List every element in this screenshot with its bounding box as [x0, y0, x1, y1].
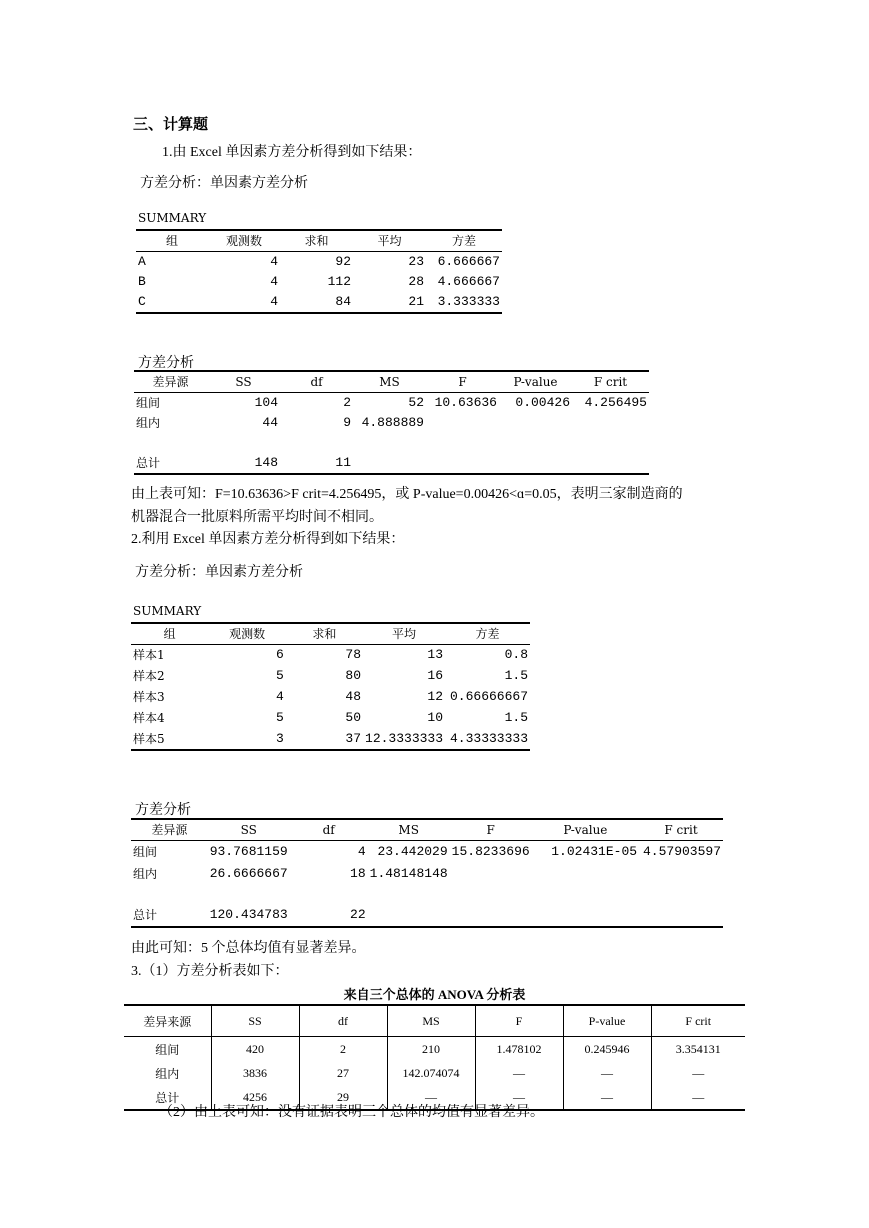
q1-anova-header: F crit: [572, 371, 649, 393]
table-cell: 23: [408, 254, 424, 269]
table-row: [136, 292, 502, 313]
table-cell: [532, 863, 639, 885]
table-cell: B: [138, 274, 146, 289]
q3-header: MS: [387, 1005, 475, 1037]
table-cell: 1.02431E-05: [551, 843, 638, 859]
table-cell: 4256: [211, 1085, 299, 1110]
table-cell: 48: [345, 689, 362, 704]
table-cell: 6: [275, 647, 284, 663]
table-cell: 18: [350, 865, 366, 881]
q2-summary-header: 方差: [445, 623, 530, 645]
q1-summary-header: 求和: [280, 230, 353, 252]
table-cell: [450, 863, 532, 885]
table-row: [124, 1061, 745, 1085]
q1-conclusion-line2: 机器混合一批原料所需平均时间不相同。: [131, 510, 383, 525]
table-cell: 总计: [134, 453, 207, 474]
table-cell: 2: [343, 395, 351, 410]
table-row: [131, 905, 723, 927]
table-cell: 44: [262, 415, 278, 430]
table-cell: [426, 413, 499, 433]
table-cell: 1.5: [504, 710, 528, 725]
table-cell: 10.63636: [434, 395, 497, 410]
table-cell: 2: [299, 1037, 387, 1062]
q2-summary-table: [131, 622, 530, 751]
table-cell: 总计: [155, 1090, 180, 1105]
table-cell: 3.354131: [651, 1037, 745, 1062]
q1-anova-header: df: [280, 371, 353, 393]
table-row: [131, 708, 530, 729]
table-cell: —: [563, 1085, 651, 1110]
table-cell: 420: [211, 1037, 299, 1062]
q3-header: P-value: [563, 1005, 651, 1037]
table-row: [131, 645, 530, 666]
table-cell: 3836: [211, 1061, 299, 1085]
table-cell: 样本4: [133, 711, 165, 725]
q2-summary-header: 观测数: [208, 623, 285, 645]
table-cell: 12: [427, 689, 444, 704]
q1-anova-header: P-value: [499, 371, 572, 393]
table-cell: 142.074074: [387, 1061, 475, 1085]
table-cell: 120.434783: [208, 905, 290, 927]
q2-intro: 2.利用 Excel 单因素方差分析得到如下结果：: [131, 532, 405, 547]
table-row: [131, 729, 530, 750]
table-cell: 0.00426: [515, 395, 570, 410]
table-cell: C: [136, 292, 208, 313]
table-cell: 93.7681159: [209, 843, 288, 859]
table-cell: —: [475, 1061, 563, 1085]
table-cell: 112: [327, 274, 351, 289]
q2-anova-header: MS: [368, 819, 450, 841]
q3-header: SS: [211, 1005, 299, 1037]
table-cell: 组间: [155, 1042, 180, 1057]
table-cell: 样本1: [133, 648, 165, 663]
table-cell: 样本3: [133, 690, 165, 704]
q2-conclusion: 由此可知：5 个总体均值有显著差异。: [131, 941, 366, 956]
table-cell: 1.478102: [475, 1037, 563, 1062]
table-cell: —: [651, 1061, 745, 1085]
table-cell: 4.888889: [361, 415, 424, 430]
table-cell: —: [475, 1085, 563, 1110]
q1-anova-label: 方差分析: [138, 355, 194, 371]
table-cell: 16: [427, 668, 444, 683]
table-cell: 21: [353, 292, 426, 313]
table-cell: 0.66666667: [449, 689, 528, 704]
table-cell: 92: [335, 254, 351, 269]
q1-summary-label: SUMMARY: [138, 211, 207, 225]
table-cell: 37: [286, 729, 363, 750]
table-cell: 4.57903597: [642, 843, 721, 859]
table-cell: [499, 413, 572, 433]
table-row: [134, 413, 649, 433]
table-cell: 4: [270, 274, 278, 289]
q2-anova-header: df: [290, 819, 368, 841]
q1-conclusion-line1: 由上表可知：F=10.63636>F crit=4.256495，或 P-value=0.00426<ɑ=0.05，表明三家制造商的: [131, 487, 683, 502]
table-row: [124, 1037, 745, 1062]
table-cell: 28: [408, 274, 424, 289]
q2-analysis-title: 方差分析：单因素方差分析: [135, 564, 303, 580]
q2-summary-header: 平均: [363, 623, 445, 645]
table-row: [134, 393, 649, 414]
q3-header: F: [475, 1005, 563, 1037]
table-cell: 组内: [136, 416, 161, 430]
q1-intro: 1.由 Excel 单因素方差分析得到如下结果：: [162, 145, 422, 160]
table-cell: —: [651, 1085, 745, 1110]
q1-analysis-title: 方差分析：单因素方差分析: [140, 175, 308, 191]
q1-anova-header: MS: [353, 371, 426, 393]
q3-header: 差异来源: [124, 1005, 211, 1037]
q3-anova-table: [124, 1004, 745, 1111]
q2-summary-header: 组: [131, 623, 208, 645]
table-cell: —: [563, 1061, 651, 1085]
table-cell: 6.666667: [437, 254, 500, 269]
table-cell: 104: [254, 395, 278, 410]
table-row: [136, 252, 502, 273]
table-cell: 组内: [155, 1066, 180, 1081]
q1-anova-header: SS: [207, 371, 280, 393]
table-cell: 9: [343, 415, 351, 430]
table-cell: 3.333333: [426, 292, 502, 313]
table-cell: [639, 863, 723, 885]
table-cell: 52: [408, 395, 424, 410]
q2-anova-header: F: [450, 819, 532, 841]
q3-conclusion: （2）由上表可知：没有证据表明三个总体的均值有显著差异。: [159, 1105, 544, 1120]
table-cell: 78: [345, 647, 362, 663]
table-cell: 12.3333333: [363, 729, 445, 750]
q2-anova-header: 差异源: [131, 819, 208, 841]
q2-anova-header: F crit: [639, 819, 723, 841]
table-cell: 80: [345, 668, 362, 683]
table-cell: 4: [208, 292, 280, 313]
q1-summary-table: [136, 229, 502, 314]
table-cell: 3: [208, 729, 285, 750]
table-cell: 4.666667: [437, 274, 500, 289]
table-cell: 4: [357, 843, 366, 859]
table-row: [134, 453, 649, 474]
table-cell: 总计: [131, 905, 208, 927]
q3-header: F crit: [651, 1005, 745, 1037]
table-cell: A: [138, 254, 146, 269]
table-cell: 4: [270, 254, 278, 269]
q2-summary-label: SUMMARY: [133, 604, 202, 618]
table-cell: 210: [387, 1037, 475, 1062]
table-cell: 11: [280, 453, 353, 474]
table-cell: 0.245946: [563, 1037, 651, 1062]
table-cell: 10: [427, 710, 444, 725]
table-cell: 组内: [133, 866, 158, 881]
q2-anova-header: P-value: [532, 819, 639, 841]
table-cell: 4: [275, 689, 284, 704]
table-cell: 13: [427, 647, 444, 663]
q2-anova-label: 方差分析: [135, 802, 191, 818]
table-cell: 50: [345, 710, 362, 725]
q1-anova-table: [134, 370, 649, 475]
table-cell: 4.33333333: [445, 729, 530, 750]
table-row: [131, 863, 723, 885]
q3-table-title: 来自三个总体的 ANOVA 分析表: [343, 987, 526, 1002]
table-cell: 样本5: [131, 729, 208, 750]
q1-summary-header: 组: [136, 230, 208, 252]
table-cell: 0.8: [504, 647, 528, 663]
q3-intro: 3.（1）方差分析表如下：: [131, 964, 289, 979]
table-cell: 1.5: [504, 668, 528, 683]
table-cell: 4.256495: [584, 395, 647, 410]
table-cell: 5: [275, 710, 284, 725]
table-cell: 27: [299, 1061, 387, 1085]
q2-summary-header: 求和: [286, 623, 363, 645]
q1-summary-header: 平均: [353, 230, 426, 252]
table-cell: 组间: [133, 844, 158, 859]
table-cell: [572, 413, 649, 433]
table-row: [131, 666, 530, 687]
q1-summary-header: 方差: [426, 230, 502, 252]
table-cell: 1.48148148: [369, 865, 448, 881]
table-cell: —: [387, 1085, 475, 1110]
table-cell: 23.442029: [377, 843, 448, 859]
table-row: [131, 841, 723, 863]
section-title: 三、计算题: [133, 115, 209, 133]
table-cell: 15.8233696: [451, 843, 530, 859]
q1-anova-header: 差异源: [134, 371, 207, 393]
q2-anova-table: [131, 818, 723, 928]
q1-summary-header: 观测数: [208, 230, 280, 252]
q2-anova-header: SS: [208, 819, 290, 841]
table-cell: 148: [207, 453, 280, 474]
table-cell: 29: [299, 1085, 387, 1110]
table-cell: 样本2: [133, 669, 165, 683]
q3-header: df: [299, 1005, 387, 1037]
table-row: [131, 687, 530, 708]
q1-anova-header: F: [426, 371, 499, 393]
table-cell: 5: [275, 668, 284, 683]
table-row: [136, 272, 502, 292]
table-cell: 22: [290, 905, 368, 927]
table-cell: 组间: [136, 396, 161, 410]
table-cell: 84: [280, 292, 353, 313]
table-cell: 26.6666667: [209, 865, 288, 881]
